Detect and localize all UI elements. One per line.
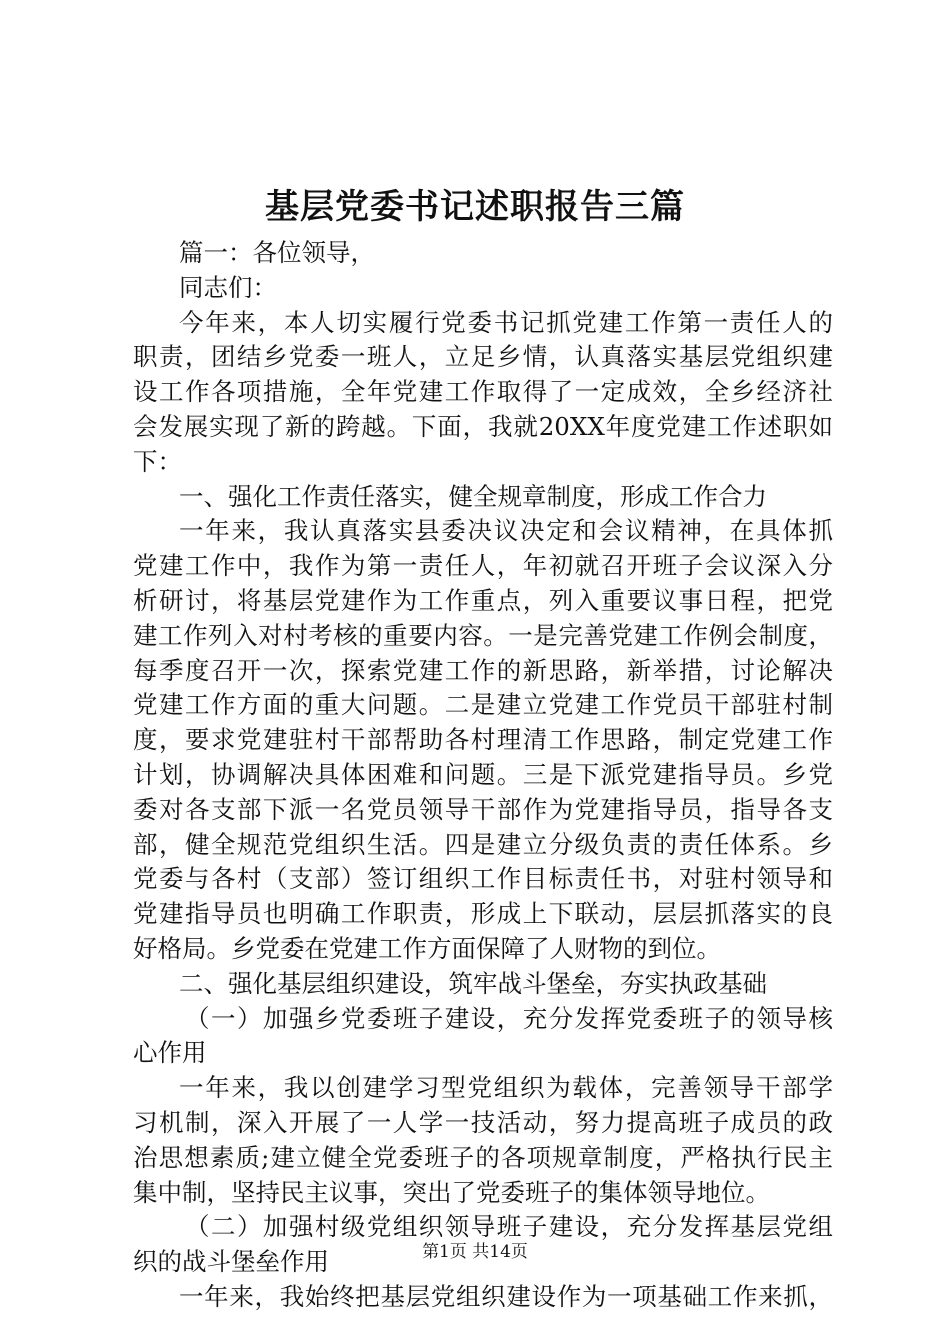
subsection-heading: 心作用 — [133, 1038, 207, 1068]
text-line: 党建工作方面的重大问题。二是建立党建工作党员干部驻村制 — [133, 690, 833, 720]
subsection-heading: （二）加强村级党组织领导班子建设，充分发挥基层党组 — [185, 1212, 833, 1242]
text-line: 会发展实现了新的跨越。下面，我就20XX年度党建工作述职如 — [133, 411, 833, 441]
text-line: 职责，团结乡党委一班人，立足乡情，认真落实基层党组织建 — [133, 342, 833, 372]
text-line: 建工作列入对村考核的重要内容。一是完善党建工作例会制度， — [133, 620, 833, 650]
text-line: 部，健全规范党组织生活。四是建立分级负责的责任体系。乡 — [133, 829, 833, 859]
page-number-footer: 第1页 共14页 — [422, 1242, 528, 1262]
text-line: 设工作各项措施，全年党建工作取得了一定成效，全乡经济社 — [133, 377, 833, 407]
text-line: 党委与各村（支部）签订组织工作目标责任书，对驻村领导和 — [133, 864, 833, 894]
section-heading: 一、强化工作责任落实，健全规章制度，形成工作合力 — [179, 481, 767, 511]
text-line: 下： — [133, 446, 182, 476]
text-line: 析研讨，将基层党建作为工作重点，列入重要议事日程，把党 — [133, 585, 833, 615]
text-line: 一年来，我认真落实县委决议决定和会议精神，在具体抓 — [179, 516, 833, 546]
document-title: 基层党委书记述职报告三篇 — [265, 187, 685, 227]
text-line: 计划，协调解决具体困难和问题。三是下派党建指导员。乡党 — [133, 759, 833, 789]
text-line: 同志们： — [179, 272, 277, 302]
section-heading: 二、强化基层组织建设，筑牢战斗堡垒，夯实执政基础 — [179, 968, 767, 998]
document-body — [133, 236, 833, 1315]
text-line: 篇一：各位领导， — [179, 238, 375, 267]
text-line: 一年来，我始终把基层党组织建设作为一项基础工作来抓， — [179, 1281, 833, 1311]
text-line: 党建指导员也明确工作职责，形成上下联动，层层抓落实的良 — [133, 899, 833, 929]
text-line: 委对各支部下派一名党员领导干部作为党建指导员，指导各支 — [133, 794, 833, 824]
text-line: 集中制，坚持民主议事，突出了党委班子的集体领导地位。 — [133, 1177, 770, 1207]
text-line: 今年来，本人切实履行党委书记抓党建工作第一责任人的 — [179, 307, 833, 337]
text-line: 一年来，我以创建学习型党组织为载体，完善领导干部学 — [179, 1073, 833, 1103]
text-line: 党建工作中，我作为第一责任人，年初就召开班子会议深入分 — [133, 551, 833, 581]
text-line: 好格局。乡党委在党建工作方面保障了人财物的到位。 — [133, 933, 721, 963]
text-line: 习机制，深入开展了一人学一技活动，努力提高班子成员的政 — [133, 1107, 833, 1137]
text-line: 每季度召开一次，探索党建工作的新思路，新举措，讨论解决 — [133, 655, 833, 685]
subsection-heading: （一）加强乡党委班子建设，充分发挥党委班子的领导核 — [185, 1003, 833, 1033]
text-line: 治思想素质;建立健全党委班子的各项规章制度，严格执行民主 — [133, 1142, 833, 1172]
text-line: 度，要求党建驻村干部帮助各村理清工作思路，制定党建工作 — [133, 725, 833, 755]
subsection-heading: 织的战斗堡垒作用 — [133, 1247, 329, 1277]
